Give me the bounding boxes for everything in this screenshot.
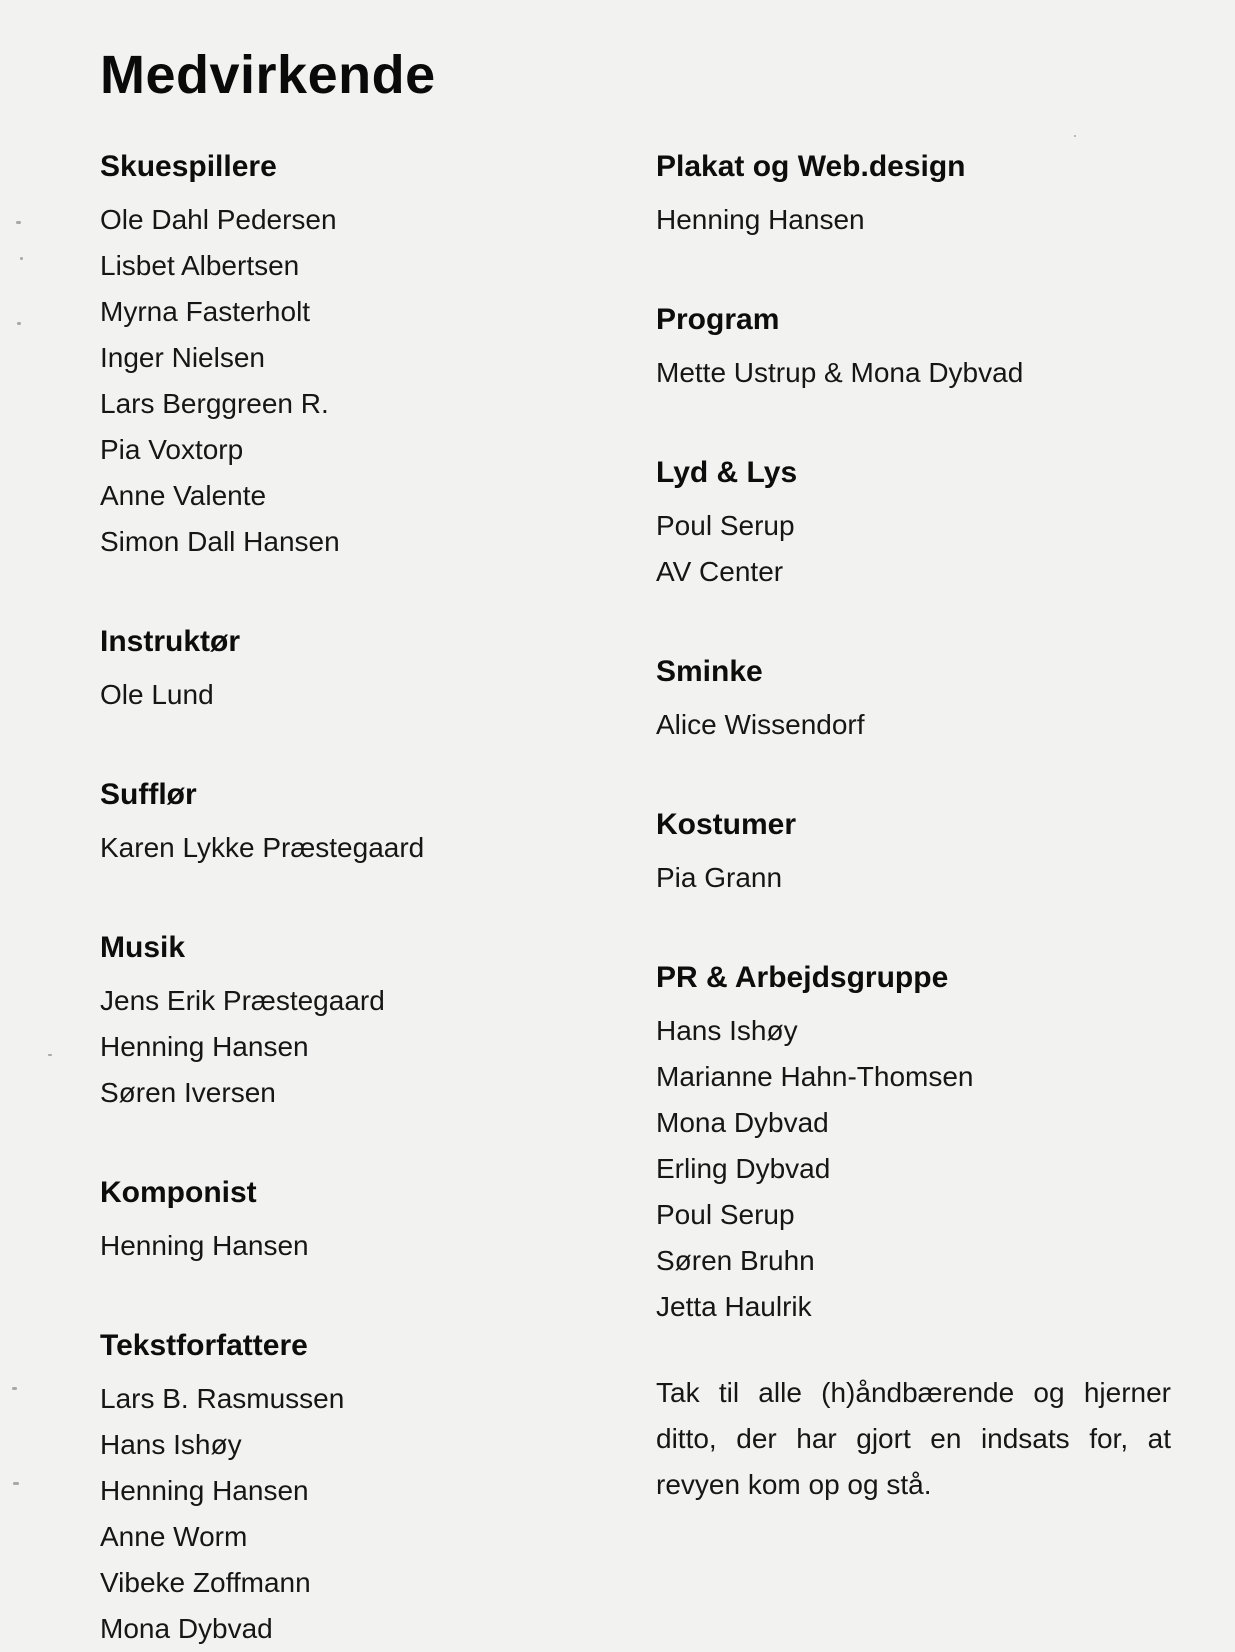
name-list	[100, 1216, 620, 1269]
name-list	[100, 1369, 620, 1652]
name-list	[656, 1001, 1171, 1330]
name-list	[100, 818, 620, 871]
name-item: Henning Hansen	[100, 1230, 309, 1261]
section-sminke	[656, 649, 1171, 748]
section-sufflor	[100, 772, 620, 871]
name-item: Mette Ustrup & Mona Dybvad	[656, 357, 1024, 388]
section-skuespillere	[100, 144, 620, 565]
name-item: Henning Hansen	[100, 1031, 309, 1062]
section-pr-arbejdsgruppe	[656, 955, 1171, 1330]
name-item: Pia Grann	[656, 862, 783, 893]
name-item: Karen Lykke Præstegaard	[100, 832, 425, 863]
section-heading: Program	[656, 303, 780, 336]
name-item: Simon Dall Hansen	[100, 526, 340, 557]
name-item: Søren Bruhn	[656, 1245, 815, 1276]
name-list	[100, 971, 620, 1116]
name-item: AV Center	[656, 556, 784, 587]
section-heading: Sminke	[656, 655, 763, 688]
section-heading: Musik	[100, 931, 186, 964]
name-list	[100, 190, 620, 565]
section-heading: Instruktør	[100, 625, 241, 658]
right-column	[656, 144, 1171, 1508]
name-item: Henning Hansen	[656, 204, 865, 235]
name-item: Poul Serup	[656, 510, 795, 541]
name-item: Anne Valente	[100, 480, 267, 511]
section-heading: Tekstforfattere	[100, 1329, 308, 1362]
name-item: Ole Dahl Pedersen	[100, 204, 337, 235]
name-list	[656, 848, 1171, 901]
section-heading: Komponist	[100, 1176, 257, 1209]
name-item: Marianne Hahn-Thomsen	[656, 1061, 974, 1092]
section-lyd-lys	[656, 450, 1171, 595]
section-heading: Sufflør	[100, 778, 197, 811]
name-item: Pia Voxtorp	[100, 434, 244, 465]
section-program	[656, 297, 1171, 396]
thanks-paragraph: Tak til alle (h)åndbærende og hjerner ditto, der har gjort en indsats for, at revyen kom op og stå.	[656, 1377, 1171, 1500]
name-list	[656, 190, 1171, 243]
name-item: Vibeke Zoffmann	[100, 1567, 311, 1598]
section-komponist	[100, 1170, 620, 1269]
section-plakat-web-design	[656, 144, 1171, 243]
name-item: Lisbet Albertsen	[100, 250, 300, 281]
page-title: Medvirkende	[100, 45, 436, 105]
name-item: Søren Iversen	[100, 1077, 276, 1108]
name-item: Alice Wissendorf	[656, 709, 865, 740]
name-list	[656, 496, 1171, 595]
section-kostumer	[656, 802, 1171, 901]
section-heading: Skuespillere	[100, 150, 277, 183]
name-list	[100, 665, 620, 718]
name-item: Ole Lund	[100, 679, 214, 710]
name-item: Mona Dybvad	[100, 1613, 273, 1644]
name-item: Mona Dybvad	[656, 1107, 829, 1138]
left-column	[100, 144, 620, 1652]
name-item: Hans Ishøy	[656, 1015, 798, 1046]
name-item: Myrna Fasterholt	[100, 296, 311, 327]
name-item: Jens Erik Præstegaard	[100, 985, 385, 1016]
name-item: Erling Dybvad	[656, 1153, 831, 1184]
section-heading: PR & Arbejdsgruppe	[656, 961, 949, 994]
name-item: Poul Serup	[656, 1199, 795, 1230]
name-list	[656, 343, 1171, 396]
name-item: Henning Hansen	[100, 1475, 309, 1506]
section-heading: Kostumer	[656, 808, 797, 841]
name-item: Lars Berggreen R.	[100, 388, 329, 419]
section-heading: Lyd & Lys	[656, 456, 798, 489]
section-musik	[100, 925, 620, 1116]
name-item: Hans Ishøy	[100, 1429, 242, 1460]
name-item: Anne Worm	[100, 1521, 248, 1552]
name-item: Lars B. Rasmussen	[100, 1383, 345, 1414]
section-heading: Plakat og Web.design	[656, 150, 966, 183]
name-list	[656, 695, 1171, 748]
section-tekstforfattere	[100, 1323, 620, 1652]
section-instruktor	[100, 619, 620, 718]
name-item: Inger Nielsen	[100, 342, 265, 373]
name-item: Jetta Haulrik	[656, 1291, 812, 1322]
